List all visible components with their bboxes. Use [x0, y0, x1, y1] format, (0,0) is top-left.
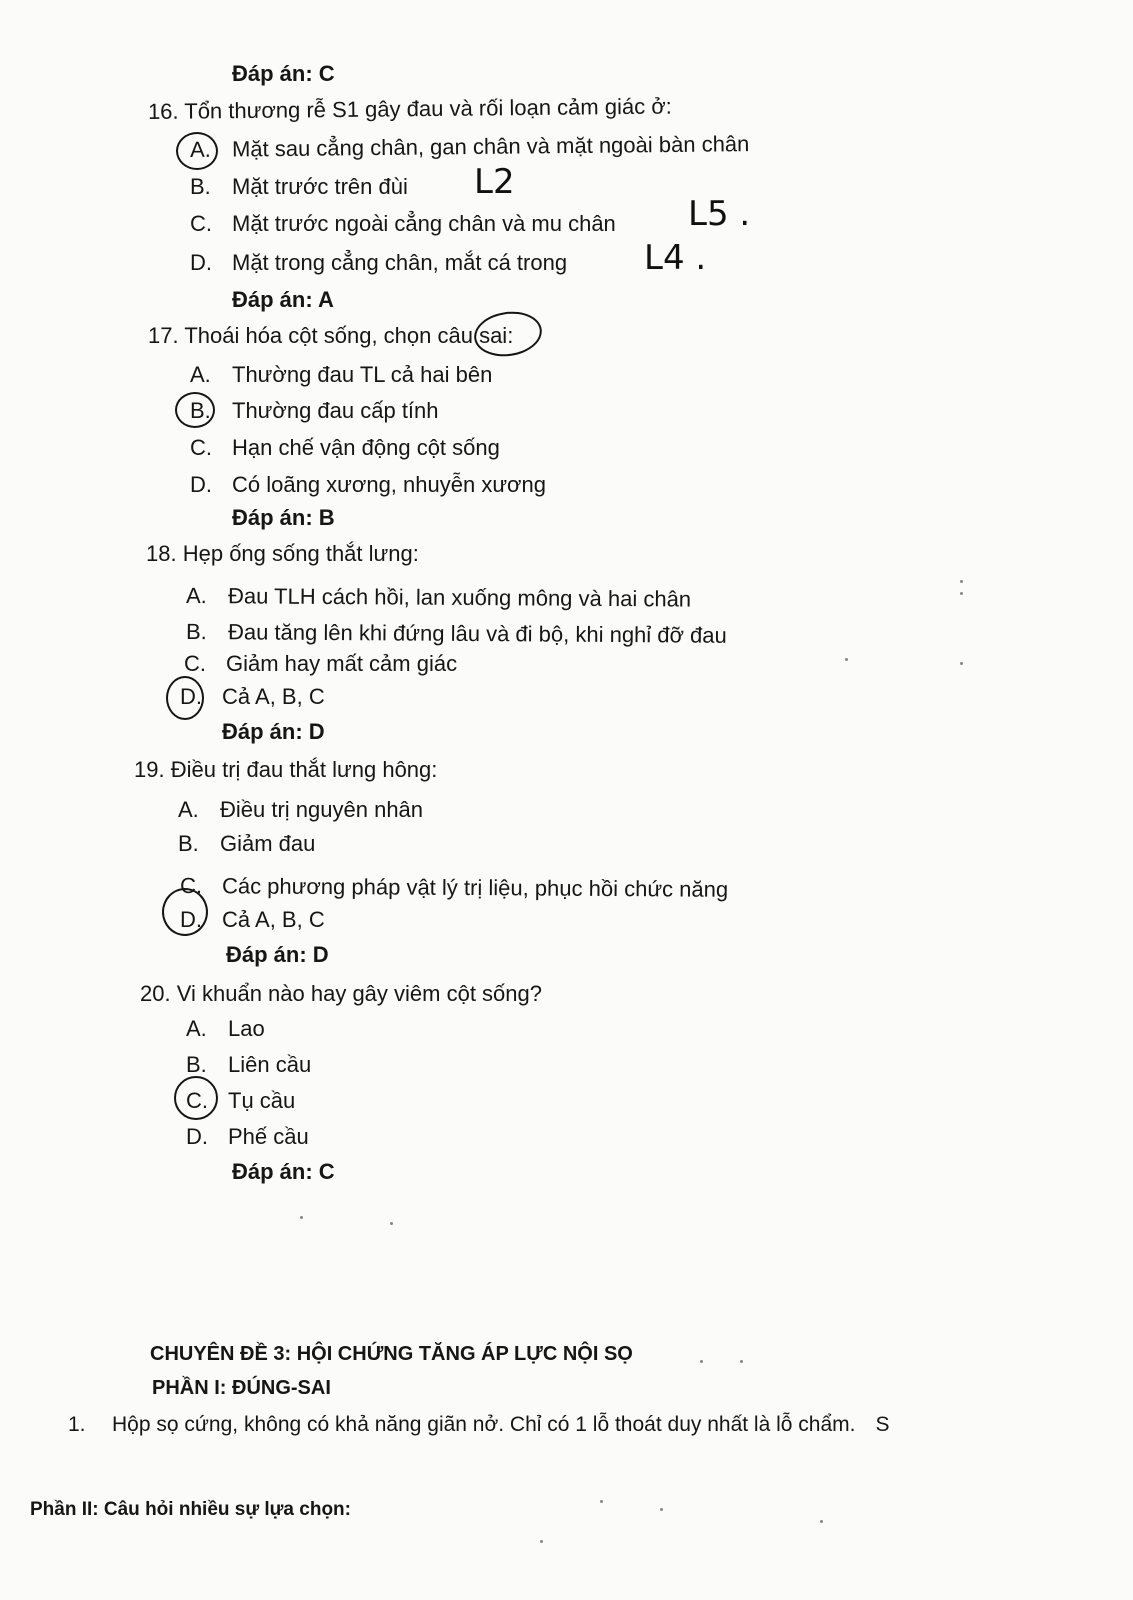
- question-number: 16.: [147, 98, 179, 124]
- statement-text: Hộp sọ cứng, không có khả năng giãn nở. Chỉ có 1 lỗ thoát duy nhất là lỗ chẩm.: [112, 1413, 856, 1436]
- answer-circle-17-sai: [471, 307, 544, 360]
- q19-answer: Đáp án: D: [226, 942, 329, 967]
- question-text: Hẹp ống sống thắt lưng:: [182, 541, 419, 566]
- option-text: Mặt trong cẳng chân, mắt cá trong: [232, 250, 568, 275]
- section-part-1: PHẦN I: ĐÚNG-SAI: [152, 1377, 331, 1399]
- q19-option-c: [180, 872, 728, 904]
- scan-speck: [660, 1508, 663, 1511]
- scan-speck: [300, 1216, 303, 1219]
- q17-answer: Đáp án: B: [232, 505, 335, 530]
- option-letter: D.: [190, 250, 212, 275]
- option-letter: B.: [186, 1052, 207, 1077]
- q20-answer: Đáp án: C: [232, 1159, 335, 1184]
- question-text: Tổn thương rễ S1 gây đau và rối loạn cảm giác ở:: [184, 93, 672, 124]
- question-20: [140, 980, 542, 1008]
- q19-option-b: [178, 830, 315, 858]
- option-text: Điều trị nguyên nhân: [220, 797, 424, 822]
- option-text: Đau tăng lên khi đứng lâu và đi bộ, khi nghỉ đỡ đau: [227, 619, 727, 648]
- answer-circle-20c: [174, 1076, 218, 1120]
- q17-option-c: [190, 434, 500, 462]
- question-number: 20.: [140, 981, 171, 1006]
- option-letter: B.: [190, 174, 211, 199]
- option-text: Hạn chế vận động cột sống: [232, 435, 500, 460]
- option-letter: C.: [179, 873, 203, 899]
- option-letter: A.: [190, 362, 211, 387]
- option-letter: B.: [190, 398, 211, 423]
- option-letter: A.: [178, 797, 199, 822]
- question-text: Điều trị đau thắt lưng hông:: [170, 757, 438, 782]
- option-text: Thường đau cấp tính: [232, 398, 439, 423]
- option-text: Mặt sau cẳng chân, gan chân và mặt ngoài bàn chân: [231, 131, 750, 162]
- option-text: Giảm hay mất cảm giác: [226, 651, 458, 676]
- option-letter: C.: [190, 211, 212, 236]
- answer-prev: Đáp án: C: [232, 61, 335, 86]
- q16-option-c: [190, 210, 616, 238]
- option-text: Tụ cầu: [228, 1088, 296, 1113]
- q19-option-a: [178, 796, 423, 824]
- option-text: Liên cầu: [228, 1052, 312, 1077]
- question-number: 18.: [146, 541, 177, 566]
- option-letter: B.: [185, 619, 207, 645]
- option-letter: C.: [186, 1088, 208, 1113]
- handwritten-note-l4: L4 .: [644, 238, 707, 278]
- q16-option-a: [190, 130, 750, 164]
- q16-answer: Đáp án: A: [232, 287, 334, 312]
- question-16: [148, 93, 672, 126]
- option-text: Cả A, B, C: [222, 907, 325, 932]
- q16-option-b: [190, 173, 408, 201]
- question-18: [146, 540, 419, 568]
- option-text: Đau TLH cách hồi, lan xuống mông và hai chân: [227, 583, 692, 612]
- option-letter: A.: [186, 1016, 207, 1041]
- option-text: Mặt trước trên đùi: [232, 174, 408, 199]
- option-letter: B.: [178, 831, 199, 856]
- option-text: Thường đau TL cả hai bên: [232, 362, 493, 387]
- option-letter: D.: [190, 472, 212, 497]
- q20-option-d: [186, 1123, 309, 1151]
- scan-speck: [845, 658, 848, 661]
- q18-answer: Đáp án: D: [222, 719, 325, 744]
- question-text: Thoái hóa cột sống, chọn câu sai:: [184, 323, 514, 348]
- option-letter: D.: [180, 684, 202, 709]
- option-letter: A.: [185, 583, 207, 609]
- scan-speck: [960, 662, 963, 665]
- question-19: [134, 756, 437, 784]
- question-number: 17.: [148, 323, 179, 348]
- q17-option-b: [190, 397, 439, 425]
- scan-speck: [960, 592, 963, 595]
- scan-speck: [740, 1360, 743, 1363]
- scan-speck: [600, 1500, 603, 1503]
- scan-speck: [820, 1520, 823, 1523]
- handwritten-note-l5: L5 .: [688, 194, 751, 234]
- answer-circle-19d: [162, 888, 208, 936]
- scan-speck: [540, 1540, 543, 1543]
- answer-circle-18d: [166, 676, 204, 720]
- section-part-2: Phần II: Câu hỏi nhiều sự lựa chọn:: [30, 1499, 351, 1520]
- option-text: Giảm đau: [220, 831, 316, 856]
- option-letter: C.: [190, 435, 212, 460]
- q17-option-d: [190, 471, 546, 499]
- statement-mark: S: [875, 1413, 890, 1436]
- option-letter: D.: [180, 907, 202, 932]
- scan-speck: [700, 1360, 703, 1363]
- option-text: Mặt trước ngoài cẳng chân và mu chân: [232, 211, 616, 236]
- q18-option-a: [186, 582, 691, 614]
- question-text: Vi khuẩn nào hay gây viêm cột sống?: [176, 981, 542, 1006]
- question-17: [148, 322, 513, 350]
- scan-speck: [390, 1222, 393, 1225]
- statement-1: [68, 1411, 889, 1439]
- option-text: Có loãng xương, nhuyễn xương: [232, 472, 546, 497]
- q17-option-a: [190, 361, 492, 389]
- q18-option-c: [184, 650, 457, 678]
- option-text: Cả A, B, C: [222, 684, 325, 709]
- option-text: Phế cầu: [228, 1124, 309, 1149]
- option-letter: A.: [189, 136, 211, 162]
- question-number: 19.: [134, 757, 165, 782]
- option-text: Lao: [228, 1016, 265, 1041]
- q20-option-b: [186, 1051, 311, 1079]
- option-letter: D.: [186, 1124, 208, 1149]
- handwritten-note-l2: L2: [474, 162, 515, 202]
- q20-option-a: [186, 1015, 265, 1043]
- answer-circle-17b: [175, 392, 215, 428]
- answer-circle-16a: [176, 132, 218, 170]
- section-title: CHUYÊN ĐỀ 3: HỘI CHỨNG TĂNG ÁP LỰC NỘI SỌ: [150, 1343, 633, 1365]
- statement-number: 1.: [68, 1413, 86, 1436]
- q16-option-d: [190, 249, 567, 277]
- q18-option-b: [186, 618, 727, 650]
- option-text: Các phương pháp vật lý trị liệu, phục hồi chức năng: [221, 873, 729, 902]
- scan-speck: [960, 580, 963, 583]
- option-letter: C.: [184, 651, 206, 676]
